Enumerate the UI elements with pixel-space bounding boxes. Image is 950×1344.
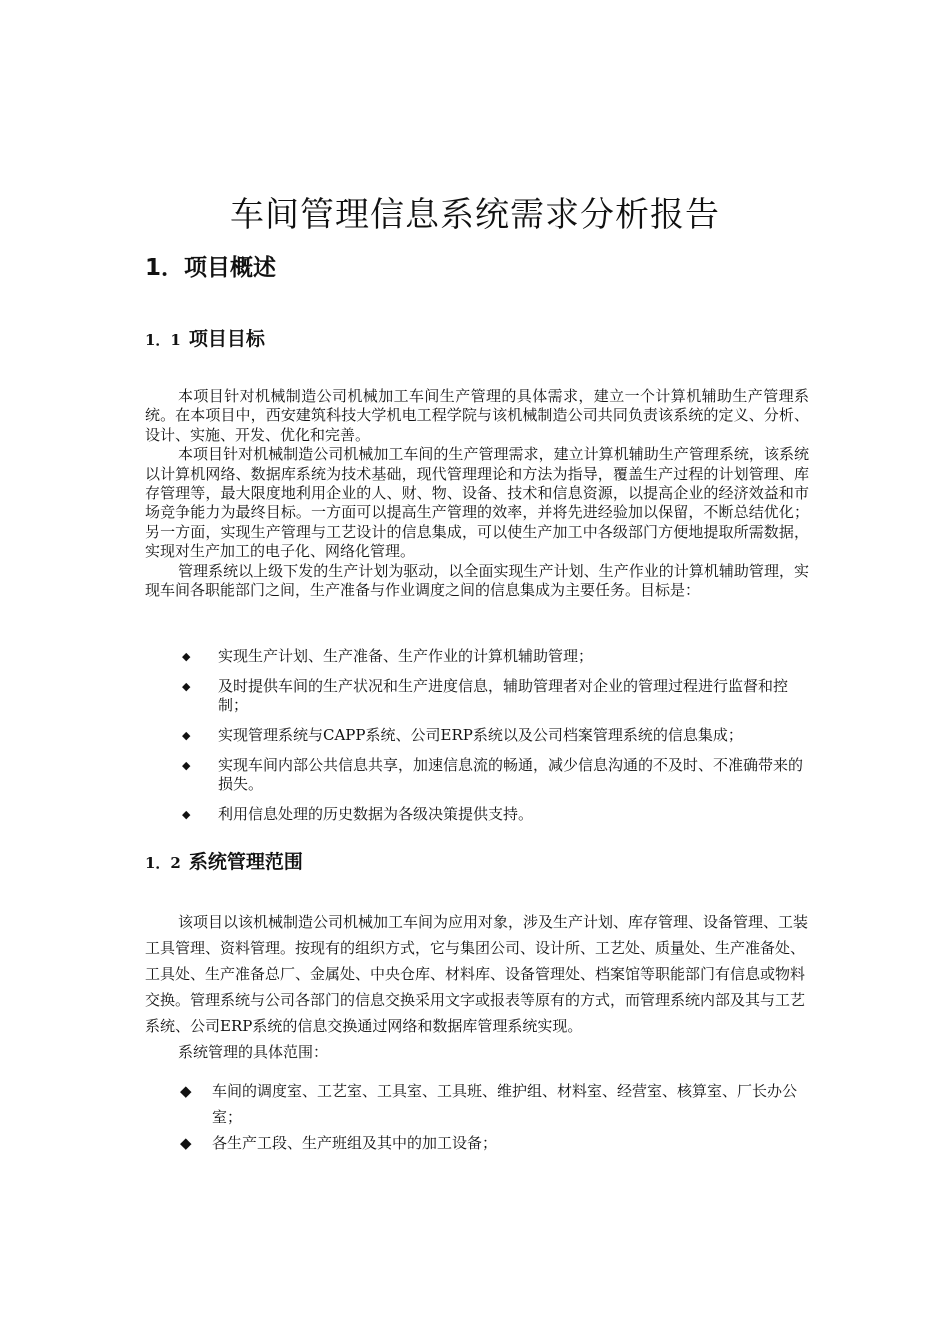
paragraph: 该项目以该机械制造公司机械加工车间为应用对象，涉及生产计划、库存管理、设备管理、工装工具管理、资料管理。按现有的组织方式，它与集团公司、设计所、工艺处、质量处、生产准备处、工具处、生产准备总厂、金属处、中央仓库、材料库、设备管理处、档案馆等职能部门有信息或物料交换。管理系统与公司各部门的信息交换采用文字或报表等原有的方式，而管理系统内部及其与工艺系统、公司ERP系统的信息交换通过网络和数据库管理系统实现。	[145, 913, 809, 1035]
list-item	[145, 677, 809, 716]
section-1-2-heading	[145, 847, 303, 874]
paragraph: 本项目针对机械制造公司机械加工车间生产管理的具体需求，建立一个计算机辅助生产管理系统。在本项目中，西安建筑科技大学机电工程学院与该机械制造公司共同负责该系统的定义、分析、设计、实施、开发、优化和完善。	[145, 387, 809, 444]
diamond-bullet-icon: ◆	[180, 1134, 192, 1152]
list-item-text: 车间的调度室、工艺室、工具室、工具班、维护组、材料室、经营室、核算室、厂长办公室；	[212, 1082, 798, 1126]
section-title: 系统管理范围	[188, 851, 303, 873]
list-item	[145, 1130, 809, 1156]
paragraph: 系统管理的具体范围：	[178, 1043, 329, 1061]
diamond-bullet-icon: ◆	[182, 759, 191, 772]
section-1-2-body	[145, 909, 809, 1065]
list-item-text: 各生产工段、生产班组及其中的加工设备；	[212, 1134, 498, 1152]
diamond-bullet-icon: ◆	[180, 1082, 192, 1100]
section-1-heading: 1．项目概述	[145, 255, 277, 281]
list-item	[145, 647, 809, 666]
section-number: 1．1	[145, 331, 181, 349]
list-item	[145, 805, 809, 824]
list-item-text: 及时提供车间的生产状况和生产进度信息，辅助管理者对企业的管理过程进行监督和控制；	[218, 677, 789, 715]
diamond-bullet-icon: ◆	[182, 729, 191, 742]
list-item-text: 实现管理系统与CAPP系统、公司ERP系统以及公司档案管理系统的信息集成；	[218, 726, 743, 744]
list-item	[145, 1078, 809, 1130]
list-item-text: 实现生产计划、生产准备、生产作业的计算机辅助管理；	[218, 647, 594, 665]
section-number: 1．2	[145, 854, 181, 872]
diamond-bullet-icon: ◆	[182, 808, 191, 821]
diamond-bullet-icon: ◆	[182, 680, 191, 693]
list-item	[145, 756, 809, 795]
diamond-bullet-icon: ◆	[182, 650, 191, 663]
paragraph: 本项目针对机械制造公司机械加工车间的生产管理需求，建立计算机辅助生产管理系统，该系统以计算机网络、数据库系统为技术基础，现代管理理论和方法为指导，覆盖生产过程的计划管理、库存管理等，最大限度地利用企业的人、财、物、设备、技术和信息资源，以提高企业的经济效益和市场竞争能力为最终目标。一方面可以提高生产管理的效率，并将先进经验加以保留，不断总结优化；另一方面，实现生产管理与工艺设计的信息集成，可以使生产加工中各级部门方便地提取所需数据，实现对生产加工的电子化、网络化管理。	[145, 445, 809, 561]
list-item-text: 利用信息处理的历史数据为各级决策提供支持。	[218, 805, 534, 823]
document-title: 车间管理信息系统需求分析报告	[230, 195, 720, 235]
section-title: 项目目标	[188, 328, 265, 350]
list-item	[145, 726, 809, 745]
paragraph: 管理系统以上级下发的生产计划为驱动，以全面实现生产计划、生产作业的计算机辅助管理，实现车间各职能部门之间，生产准备与作业调度之间的信息集成为主要任务。目标是：	[145, 561, 809, 600]
section-1-1-body	[145, 387, 809, 600]
section-1-1-heading	[145, 324, 265, 351]
list-item-text: 实现车间内部公共信息共享，加速信息流的畅通，减少信息沟通的不及时、不准确带来的损失。	[218, 756, 804, 794]
